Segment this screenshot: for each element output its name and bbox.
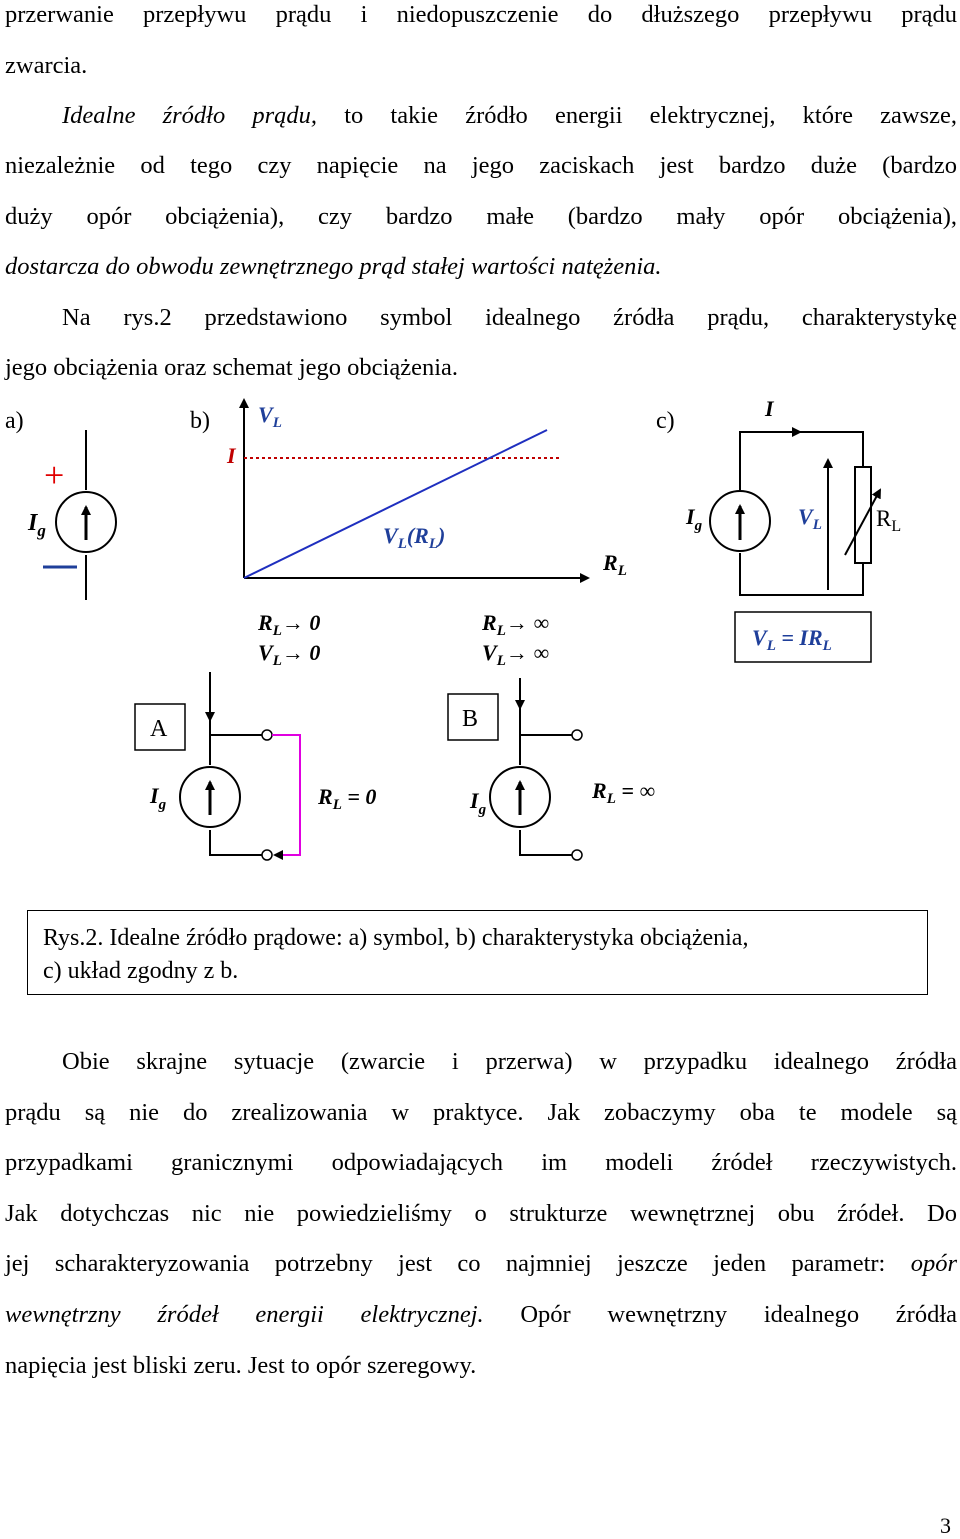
label-c: c) <box>656 408 675 434</box>
label-ig: $I_g$ <box>470 788 487 818</box>
plus-sign: + <box>44 455 65 495</box>
limit-vl-to-0: $V_L\to 0$ <box>258 640 321 669</box>
label-rl-eq-inf: $R_L$ = ∞ <box>592 778 656 807</box>
wire <box>210 830 267 855</box>
text-line-italic: dostarcza do obwodu zewnętrznego prąd stałej wartości natężenia. <box>5 253 662 280</box>
text-line: Na rys.2 przedstawiono symbol idealnego źródła prądu, charakterystykę <box>62 304 957 331</box>
limit-rl-to-0: $R_L\to 0$ <box>258 610 321 639</box>
axis-label-vl: $V_L$ <box>258 402 282 431</box>
text-line: duży opór obciążenia), czy bardzo małe (bardzo mały opór obciążenia), <box>5 203 957 230</box>
label-ig: $I_g$ <box>686 504 703 534</box>
ohm-law-equation: $V_L = IR_L$ <box>752 625 832 654</box>
page-number: 3 <box>940 1513 951 1538</box>
text-span: Opór wewnętrzny idealnego źródła <box>483 1301 958 1328</box>
wire <box>740 432 863 490</box>
label-b: b) <box>190 408 210 434</box>
wire <box>740 553 863 595</box>
terminal <box>572 850 582 860</box>
resistor-icon <box>855 467 871 563</box>
text-line: Jak dotychczas nic nie powiedzieliśmy o strukturze wewnętrznej obu źródeł. Do <box>5 1200 957 1227</box>
limit-rl-to-inf: $R_L\to$ ∞ <box>482 610 550 639</box>
limit-vl-to-inf: $V_L\to$ ∞ <box>482 640 550 669</box>
text-line: niezależnie od tego czy napięcie na jego zaciskach jest bardzo duże (bardzo <box>5 152 957 179</box>
text-span: jej scharakteryzowania potrzebny jest co najmniej jeszcze jeden parametr: <box>5 1250 911 1277</box>
vl-rl-line <box>244 430 547 578</box>
short-circuit-wire <box>272 735 300 855</box>
text-line: przypadkami granicznymi odpowiadających im modeli źródeł rzeczywistych. <box>5 1149 957 1176</box>
wire <box>210 672 267 735</box>
current-label-i: I <box>765 396 774 421</box>
text-line <box>5 101 957 131</box>
wire <box>520 830 577 855</box>
label-vl: $V_L$ <box>798 504 822 533</box>
figure-caption <box>27 910 928 995</box>
label-ig: $I_g$ <box>28 510 46 540</box>
emphasis-term: opór <box>910 1250 957 1277</box>
text-line <box>5 1249 957 1279</box>
box-b-label: B <box>462 706 479 732</box>
text-line <box>5 1300 957 1330</box>
x-axis-label-rl: $R_L$ <box>603 550 627 579</box>
box-a-label: A <box>150 716 168 742</box>
figure-ideal-current-source <box>0 380 960 910</box>
text-line: przerwanie przepływu prądu i niedopuszczenie do dłuższego przepływu prądu <box>5 1 957 28</box>
label-ig: $I_g$ <box>150 783 167 813</box>
label-rl-eq-0: $R_L = 0$ <box>318 784 377 813</box>
terminal <box>262 730 272 740</box>
caption-line: c) układ zgodny z b. <box>43 958 239 984</box>
terminal <box>572 730 582 740</box>
text-line: zwarcia. <box>5 52 88 79</box>
curve-label: $V_L(R_L)$ <box>383 523 446 552</box>
text-line: napięcia jest bliski zeru. Jest to opór szeregowy. <box>5 1352 477 1379</box>
text-span: to takie źródło energii elektrycznej, które zawsze, <box>317 102 957 129</box>
caption-line: Rys.2. Idealne źródło prądowe: a) symbol, b) charakterystyka obciążenia, <box>43 925 749 951</box>
text-line: prądu są nie do zrealizowania w praktyce. Jak zobaczymy oba te modele są <box>5 1099 957 1126</box>
wire <box>520 678 577 735</box>
label-rl: $R_L$ <box>876 506 902 535</box>
terminal <box>262 850 272 860</box>
label-i-level: I <box>227 443 236 468</box>
emphasis-term: Idealne źródło prądu, <box>62 102 318 129</box>
text-line: Obie skrajne sytuacje (zwarcie i przerwa) w przypadku idealnego źródła <box>62 1048 957 1075</box>
label-a: a) <box>5 408 24 434</box>
emphasis-term: wewnętrzny źródeł energii elektrycznej. <box>5 1301 484 1328</box>
text-line: jego obciążenia oraz schemat jego obciążenia. <box>5 354 459 381</box>
